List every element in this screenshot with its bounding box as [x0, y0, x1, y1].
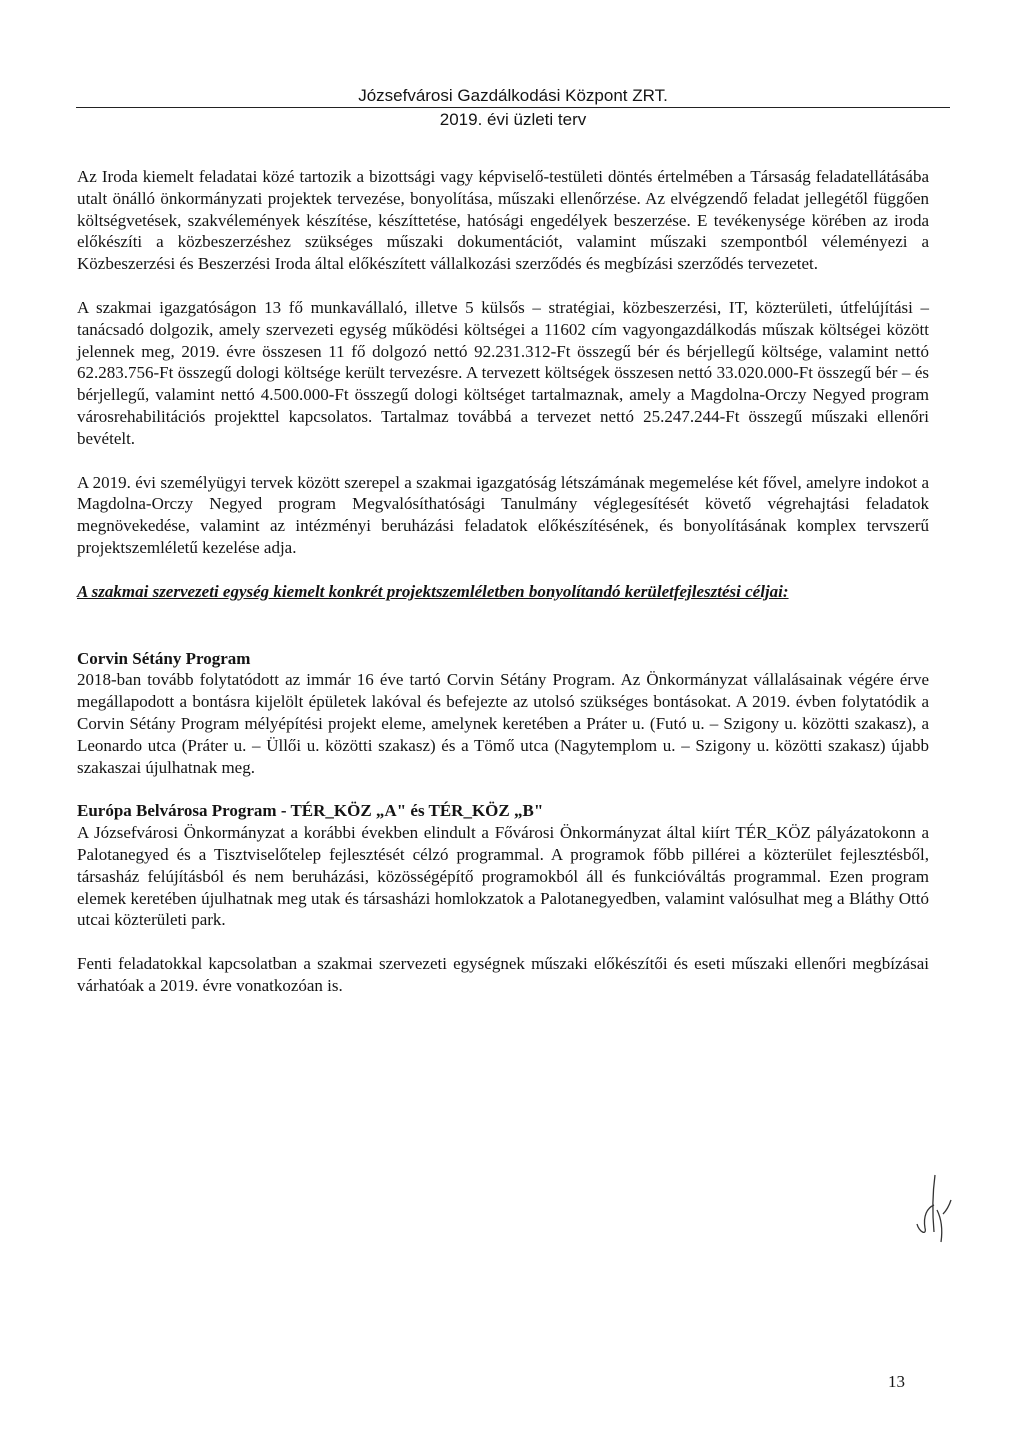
paragraph-corvin: 2018-ban tovább folytatódott az immár 16 éve tartó Corvin Sétány Program. Az Önkormányzat vállalásainak végére érve megállapodott a bontásra kijelölt épületek lakóval és befejezte az utolsó szükséges bontásokat. A 2019. évben folytatódik a Corvin Sétány Program mélyépítési projekt eleme, amelynek keretében a Práter u. (Futó u. – Szigony u. közötti szakasz), a Leonardo utca (Práter u. – Üllői u. közötti szakasz) és a Tömő utca (Nagytemplom u. – Szigony u. közötti szakasz) újabb szakaszai újulhatnak meg.	[77, 670, 929, 777]
paragraph-conclusion: Fenti feladatokkal kapcsolatban a szakmai szervezeti egységnek műszaki előkészítői és eseti műszaki ellenőri megbízásai várhatóak a 2019. évre vonatkozóan is.	[77, 954, 929, 995]
paragraph-staffing: A szakmai igazgatóságon 13 fő munkavállaló, illetve 5 külsős – stratégiai, közbeszerzési, IT, közterületi, útfelújítási – tanácsadó dolgozik, amely szervezeti egység működési költségei a 11602 cím vagyongazdálkodás műszak költségei között jelennek meg, 2019. évre összesen 11 fő dolgozó nettó 92.231.312-Ft összegű bér és bérjellegű költsége, valamint nettó 62.283.756-Ft összegű dologi költsége került tervezésre. A tervezett költségek összesen nettó 33.020.000-Ft összegű bér – és bérjellegű, valamint nettó 4.500.000-Ft összegű dologi költséget tartalmaznak, amely a Magdolna-Orczy Negyed program városrehabilitációs projekttel kapcsolatos. Tartalmaz továbbá a tervezet nettó 25.247.244-Ft összegű műszaki ellenőri bevételt.	[77, 297, 929, 448]
paragraph-personnel-plans: A 2019. évi személyügyi tervek között szerepel a szakmai igazgatóság létszámának megemelése két fővel, amelyre indokot a Magdolna-Orczy Negyed program Megvalósíthatósági Tanulmány véglegesítését követő végrehajtási feladatok megnövekedése, valamint az intézményi beruházási feladatok előkészítésének, és bonyolításának komplex tervszerű projektszemléletű kezelése adja.	[77, 472, 929, 557]
section-title: A szakmai szervezeti egység kiemelt konkrét projektszemléletben bonyolítandó kerületfejlesztési céljai:	[77, 581, 789, 601]
page-header	[76, 86, 950, 130]
header-subtitle: 2019. évi üzleti terv	[439, 110, 587, 129]
page-number: 13	[888, 1372, 905, 1391]
header-divider	[76, 107, 950, 108]
europa-heading: Európa Belvárosa Program - TÉR_KÖZ „A" és TÉR_KÖZ „B"	[77, 801, 544, 821]
paragraph-iroda-tasks: Az Iroda kiemelt feladatai közé tartozik a bizottsági vagy képviselő-testületi döntés értelmében a Társaság feladatellátásába utalt önálló önkormányzati projektek tervezése, bonyolítása, műszaki ellenőrzése. Az elvégzendő feladat jellegétől függően költségvetések, szakvélemények készítése, készíttetése, hatósági engedélyek beszerzése. E tevékenysége körében az iroda előkészíti a közbeszerzéshez szükséges műszaki dokumentációt, valamint műszaki szempontból véleményezi a Közbeszerzési és Beszerzési Iroda által előkészített vállalkozási szerződés és megbízási szerződés tervezetet.	[77, 167, 929, 274]
handwritten-signature	[905, 1170, 955, 1250]
header-title: Józsefvárosi Gazdálkodási Központ ZRT.	[358, 86, 668, 105]
paragraph-europa: A Józsefvárosi Önkormányzat a korábbi években elindult a Fővárosi Önkormányzat által kiírt TÉR_KÖZ pályázatokonn a Palotanegyed és a Tisztviselőtelep fejlesztését célzó programmal. A programok főbb pillérei a közterület fejlesztésből, társasház felújításból és nem beruházási, közösségépítő programokból áll és funkcióváltás programmal. Ezen program elemek keretében újulhatnak meg utak és társasházi homlokzatok a Palotanegyedben, valamint valósulhat meg a Bláthy Ottó utcai közterületi park.	[77, 823, 929, 930]
corvin-heading: Corvin Sétány Program	[77, 648, 251, 668]
document-body	[77, 166, 929, 997]
